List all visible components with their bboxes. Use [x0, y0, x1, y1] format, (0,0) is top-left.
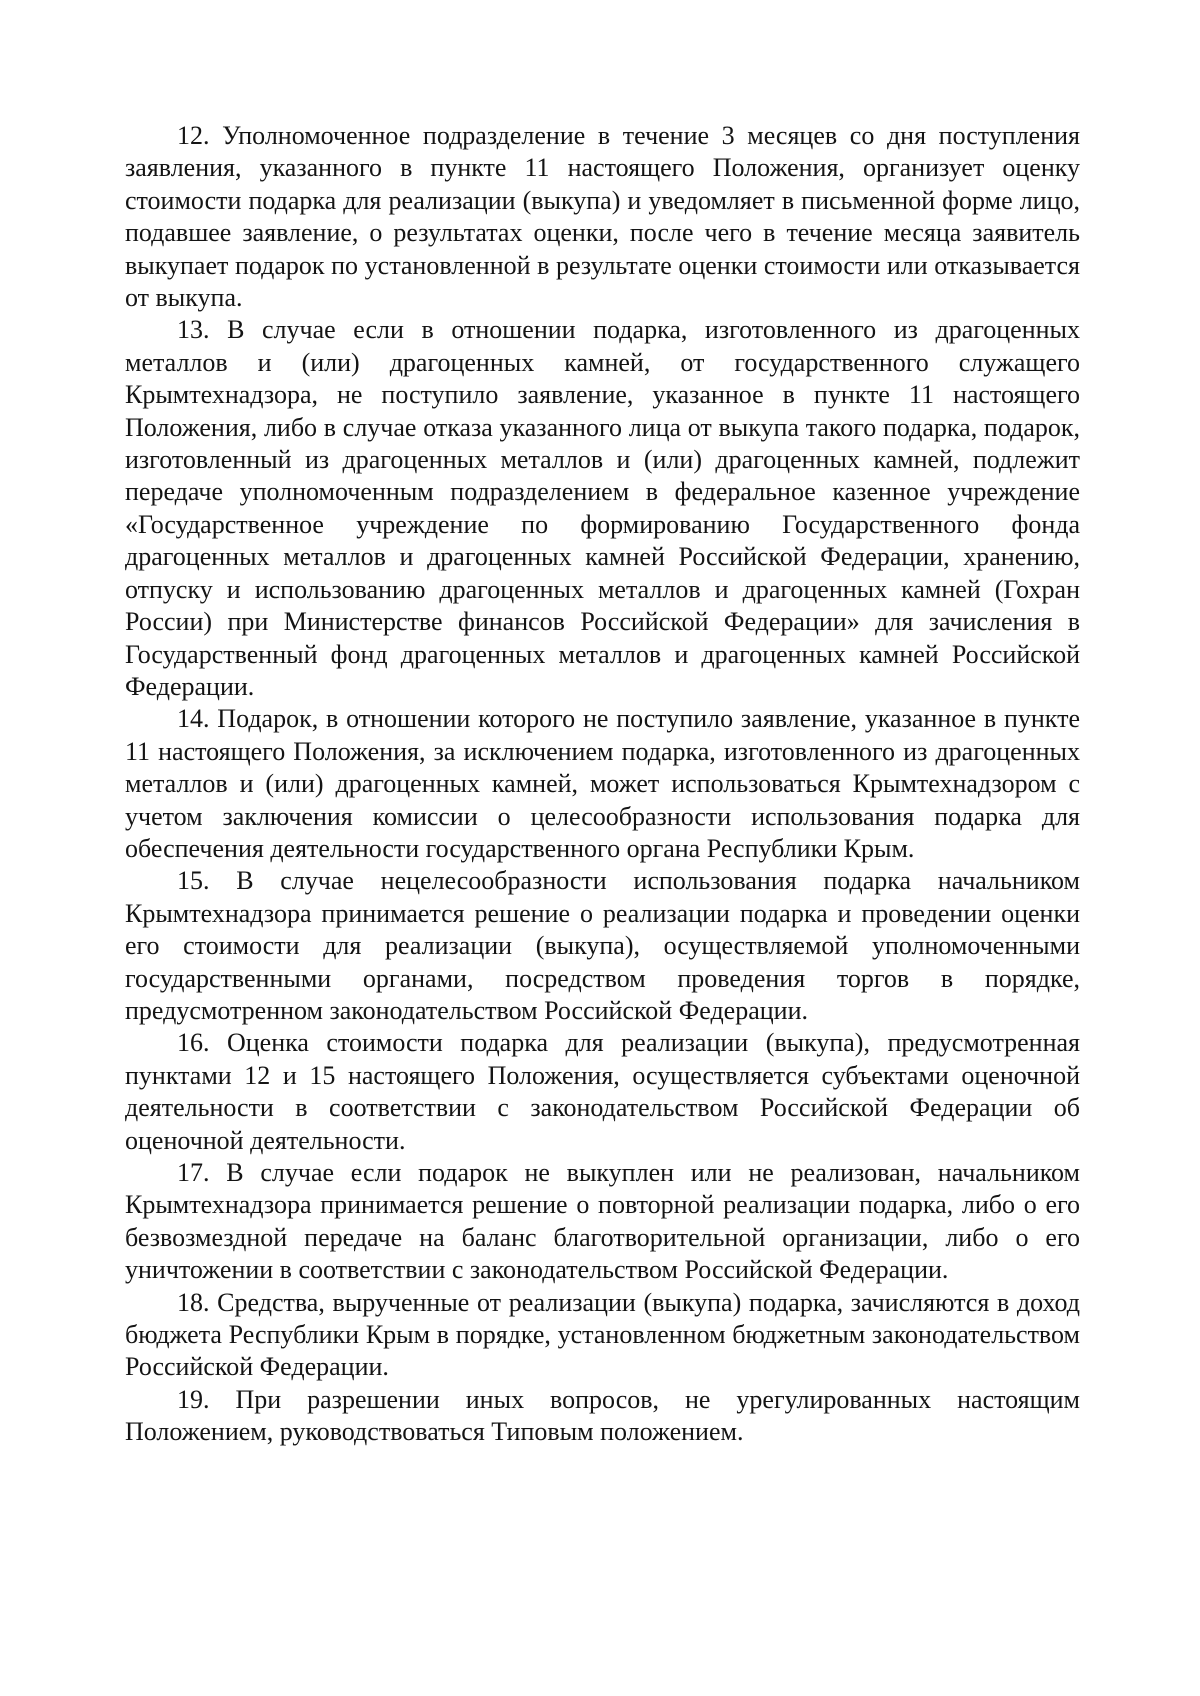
paragraph-14: 14. Подарок, в отношении которого не поступило заявление, указанное в пункте 11 настоящего Положения, за исключением подарка, изготовленного из драгоценных металлов и (или) драгоценных камней, может использоваться Крымтехнадзором с учетом заключения комиссии о целесообразности использования подарка для обеспечения деятельности государственного органа Республики Крым. [125, 704, 1080, 863]
paragraph-16: 16. Оценка стоимости подарка для реализации (выкупа), предусмотренная пунктами 12 и 15 настоящего Положения, осуществляется субъектами оценочной деятельности в соответствии с законодательством Российской Федерации об оценочной деятельности. [125, 1028, 1080, 1155]
paragraph-13: 13. В случае если в отношении подарка, изготовленного из драгоценных металлов и (или) драгоценных камней, от государственного служащего Крымтехнадзора, не поступило заявление, указанное в пункте 11 настоящего Положения, либо в случае отказа указанного лица от выкупа такого подарка, подарок, изготовленный из драгоценных металлов и (или) драгоценных камней, подлежит передаче уполномоченным подразделением в федеральное казенное учреждение «Государственное учреждение по формированию Государственного фонда драгоценных металлов и драгоценных камней Российской Федерации, хранению, отпуску и использованию драгоценных металлов и драгоценных камней (Гохран России) при Министерстве финансов Российской Федерации» для зачисления в Государственный фонд драгоценных металлов и драгоценных камней Российской Федерации. [125, 315, 1080, 701]
paragraph-19: 19. При разрешении иных вопросов, не урегулированных настоящим Положением, руководствоваться Типовым положением. [125, 1384, 1080, 1447]
paragraph-12: 12. Уполномоченное подразделение в течение 3 месяцев со дня поступления заявления, указанного в пункте 11 настоящего Положения, организует оценку стоимости подарка для реализации (выкупа) и уведомляет в письменной форме лицо, подавшее заявление, о результатах оценки, после чего в течение месяца заявитель выкупает подарок по установленной в результате оценки стоимости или отказывается от выкупа. [125, 121, 1080, 313]
paragraph-18: 18. Средства, вырученные от реализации (выкупа) подарка, зачисляются в доход бюджета Республики Крым в порядке, установленном бюджетным законодательством Российской Федерации. [125, 1287, 1080, 1382]
paragraph-15: 15. В случае нецелесообразности использования подарка начальником Крымтехнадзора принимается решение о реализации подарка и проведении оценки его стоимости для реализации (выкупа), осуществляемой уполномоченными государственными органами, посредством проведения торгов в порядке, предусмотренном законодательством Российской Федерации. [125, 866, 1080, 1025]
document-body [125, 120, 1080, 1449]
paragraph-17: 17. В случае если подарок не выкуплен или не реализован, начальником Крымтехнадзора принимается решение о повторной реализации подарка, либо о его безвозмездной передаче на баланс благотворительной организации, либо о его уничтожении в соответствии с законодательством Российской Федерации. [125, 1158, 1080, 1285]
